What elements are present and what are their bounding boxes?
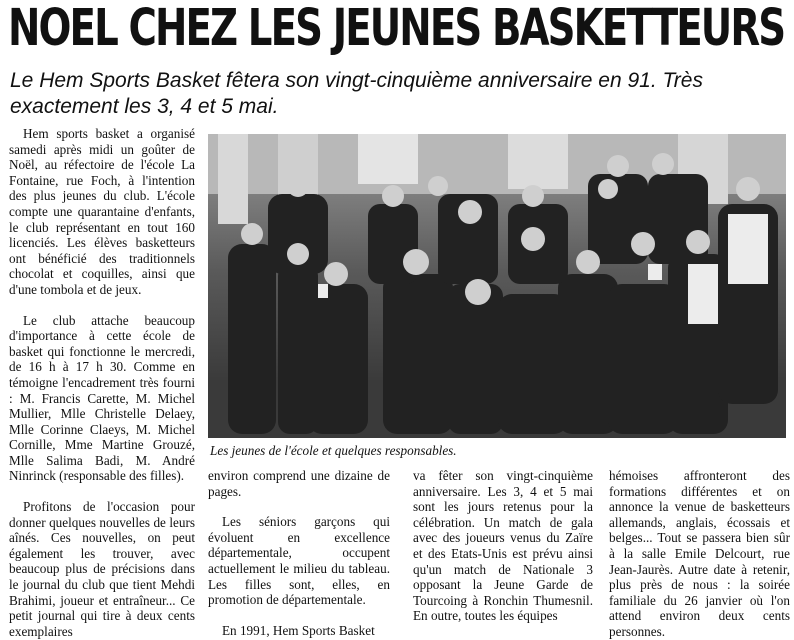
col1-paragraph-3: Profitons de l'occasion pour donner quelques nouvelles de leurs aînés. Ces nouvelles, on peut également les trouver, avec beaucoup plus de précisions dans le journal du club que tient Mehdi Brahimi, joueur et entraîneur... Ce petit journal qui tire à deux cents exemplaires <box>9 499 195 639</box>
column-4 <box>609 468 790 640</box>
col2-paragraph-1: environ comprend une dizaine de pages. <box>208 468 390 499</box>
col1-paragraph-2: Le club attache beaucoup d'importance à cette école de basket qui fonctionne le mercredi, de 16 h à 17 h 30. Comme en témoigne l'encadrement très fourni : M. Francis Carette, M. Michel Mullier, Mlle Christelle Delaey, Mlle Corinne Claeys, M. Michel Cornille, Mme Martine Grouzé, Mlle Salima Badi, M. André Ninrinck (responsable des filles). <box>9 312 195 484</box>
col4-paragraph-1: hémoises affronteront des formations différentes et on annonce la venue de basketteurs allemands, anglais, écossais et belges... Tout se passera bien sûr à la salle Emile Delcourt, rue Jean-Jaurès. Autre date à retenir, plus près de nous : la soirée familiale du 26 janvier où l'on attend environ deux cents personnes. <box>609 468 790 639</box>
group-photo-image <box>208 134 786 438</box>
column-3 <box>413 468 593 624</box>
col2-paragraph-2: Les séniors garçons qui évoluent en excellence départementale, occupent actuellement le milieu du tableau. Les filles sont, elles, en promotion de départementale. <box>208 514 390 608</box>
headline: NOEL CHEZ LES JEUNES BASKETTEURS <box>8 0 785 58</box>
photo-caption: Les jeunes de l'école et quelques responsables. <box>210 443 457 458</box>
col1-paragraph-1: Hem sports basket a organisé samedi après midi un goûter de Noël, au réfectoire de l'école La Fontaine, rue Foch, à l'intention des plus jeunes du club. L'école compte une quarantaine d'enfants, le club représentant en tout 160 licenciés. Les élèves basketteurs ont bénéficié des traditionnels chocolat et coquilles, ainsi que d'une tombola et de jeux. <box>9 126 195 297</box>
group-photo <box>208 134 786 438</box>
chapeau: Le Hem Sports Basket fêtera son vingt-cinquième anniversaire en 91. Très exactement les 3, 4 et 5 mai. <box>10 69 703 118</box>
column-1 <box>9 126 195 639</box>
col2-paragraph-3: En 1991, Hem Sports Basket <box>222 622 375 638</box>
col3-paragraph-1: va fêter son vingt-cinquième anniversaire. Les 3, 4 et 5 mai sont les jours retenus pour la célébration. Un match de gala avec des joueurs venus du Zaïre et des Etats-Unis est prévu ainsi qu'un match de Nationale 3 opposant la Jeune Garde de Tourcoing à Ronchin Thumesnil. En outre, toutes les équipes <box>413 468 593 624</box>
